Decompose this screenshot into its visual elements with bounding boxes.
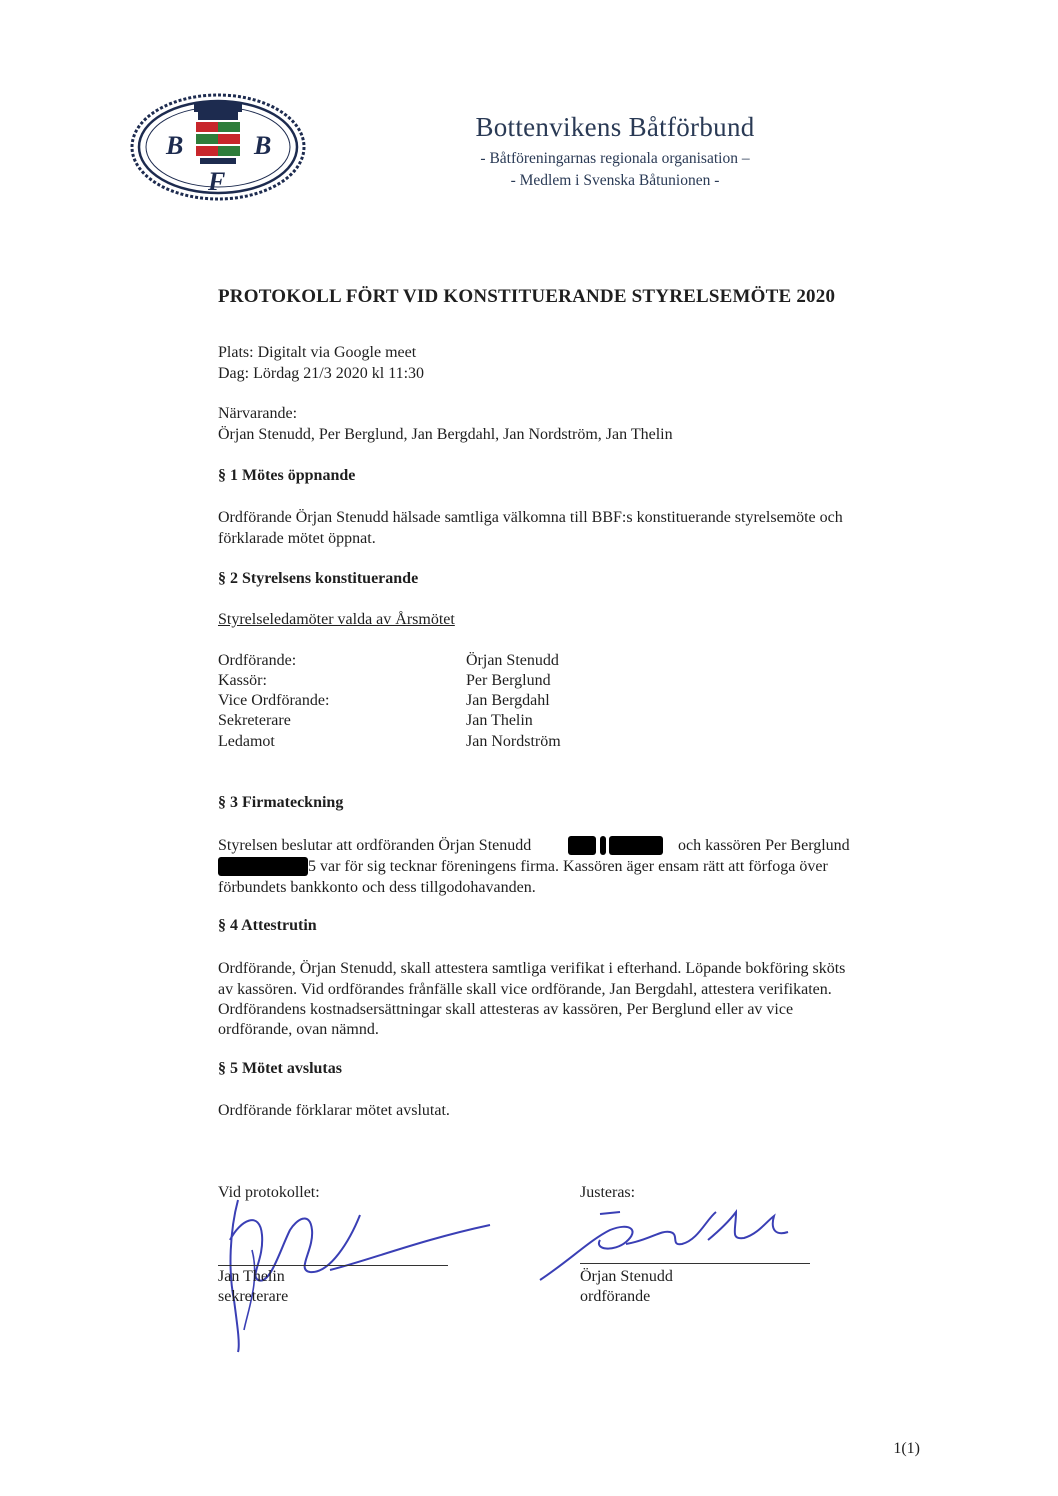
board-role: Ordförande:	[218, 652, 297, 669]
document-title: PROTOKOLL FÖRT VID KONSTITUERANDE STYRELSEMÖTE 2020	[218, 286, 836, 307]
redaction-block	[600, 836, 606, 855]
board-role: Ledamot	[218, 733, 275, 750]
board-role: Sekreterare	[218, 712, 291, 729]
section-1-text-line: förklarade mötet öppnat.	[218, 530, 376, 547]
board-member-name: Jan Thelin	[466, 712, 533, 729]
board-role: Vice Ordförande:	[218, 692, 330, 709]
org-logo	[128, 92, 308, 202]
signature-right-title: ordförande	[580, 1288, 651, 1305]
handwritten-signature-right	[530, 1200, 820, 1290]
redaction-block	[218, 857, 308, 876]
section-4-text-line: Ordförande, Örjan Stenudd, skall attestera samtliga verifikat i efterhand. Löpande bokföring sköts	[218, 960, 846, 977]
section-5-text-line: Ordförande förklarar mötet avslutat.	[218, 1102, 450, 1119]
section-1-heading: § 1 Mötes öppnande	[218, 467, 356, 484]
board-member-name: Örjan Stenudd	[466, 652, 559, 669]
redaction-block	[609, 836, 663, 855]
section-3-text-line: förbundets bankkonto och dess tillgodohavanden.	[218, 879, 536, 896]
svg-text:B: B	[166, 131, 184, 160]
signature-line-left	[218, 1265, 448, 1266]
section-4-heading: § 4 Attestrutin	[218, 917, 317, 934]
board-role: Kassör:	[218, 672, 267, 689]
board-subheading: Styrelseledamöter valda av Årsmötet	[218, 611, 455, 628]
meeting-place: Plats: Digitalt via Google meet	[218, 344, 417, 361]
page-number: 1(1)	[893, 1440, 920, 1457]
board-member-name: Jan Bergdahl	[466, 692, 550, 709]
attendees-list: Örjan Stenudd, Per Berglund, Jan Bergdahl, Jan Nordström, Jan Thelin	[218, 426, 673, 443]
redaction-block	[568, 836, 596, 855]
section-3-text-part: var för sig tecknar föreningens firma. Kassören äger ensam rätt att förfoga över	[316, 858, 828, 875]
section-2-heading: § 2 Styrelsens konstituerande	[218, 570, 419, 587]
section-5-heading: § 5 Mötet avslutas	[218, 1060, 342, 1077]
svg-text:B: B	[254, 131, 272, 160]
signature-left-label: Vid protokollet:	[218, 1184, 320, 1201]
signature-right-name: Örjan Stenudd	[580, 1268, 673, 1285]
section-3-heading: § 3 Firmateckning	[218, 794, 344, 811]
signature-line-right	[580, 1263, 810, 1264]
section-4-text-line: ordförande, ovan nämnd.	[218, 1021, 379, 1038]
board-member-name: Per Berglund	[466, 672, 551, 689]
attendees-label: Närvarande:	[218, 405, 298, 422]
section-3-text-part: Styrelsen beslutar att ordföranden Örjan Stenudd	[218, 837, 532, 854]
org-name: Bottenvikens Båtförbund	[475, 112, 755, 142]
section-4-text-line: av kassören. Vid ordförandes frånfälle skall vice ordförande, Jan Bergdahl, attestera verifikaten.	[218, 981, 832, 998]
signature-left-name: Jan Thelin	[218, 1268, 285, 1285]
svg-text:F: F	[208, 167, 226, 196]
section-3-text-part	[308, 857, 828, 877]
section-4-text-line: Ordförandens kostnadsersättningar skall attesteras av kassören, Per Berglund eller av vice	[218, 1001, 794, 1018]
org-subtitle-2: - Medlem i Svenska Båtunionen -	[510, 172, 720, 189]
section-1-text-line: Ordförande Örjan Stenudd hälsade samtliga välkomna till BBF:s konstituerande styrelsemöte och	[218, 509, 843, 526]
redacted-tail-digit: 5	[308, 858, 316, 875]
signature-left-title: sekreterare	[218, 1288, 289, 1305]
signature-right-label: Justeras:	[580, 1184, 636, 1201]
board-member-name: Jan Nordström	[466, 733, 561, 750]
meeting-date: Dag: Lördag 21/3 2020 kl 11:30	[218, 365, 425, 382]
section-3-text-part: och kassören Per Berglund	[678, 837, 850, 854]
org-subtitle-1: - Båtföreningarnas regionala organisation –	[480, 150, 750, 167]
